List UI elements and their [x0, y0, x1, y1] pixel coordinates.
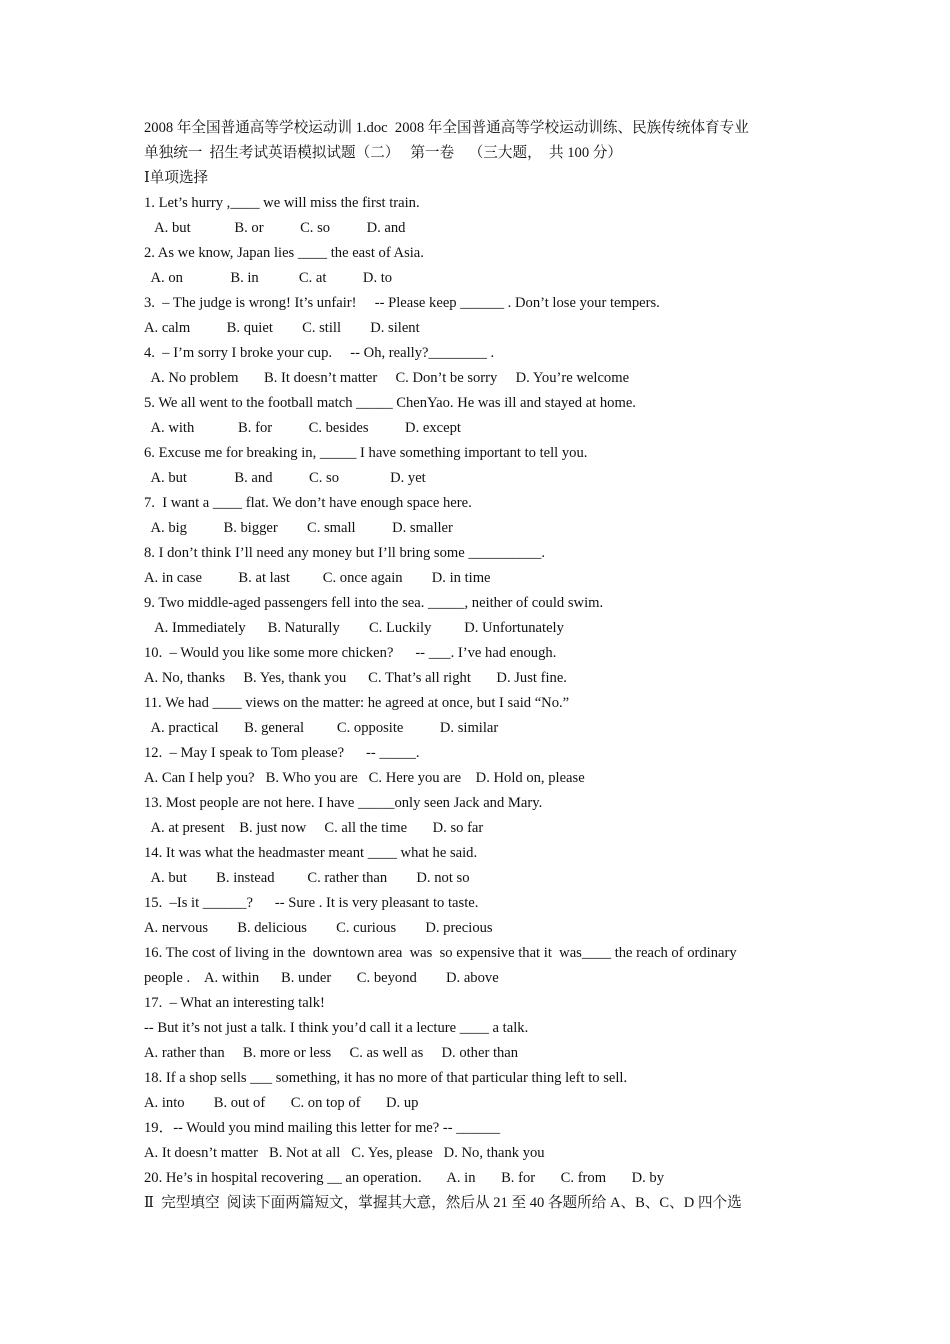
options-line: people . A. within B. under C. beyond D. above — [144, 970, 499, 986]
options-line: A. Immediately B. Naturally C. Luckily D. Unfortunately — [144, 620, 564, 636]
question-line: 14. It was what the headmaster meant ____ what he said. — [144, 845, 478, 861]
question-line: 15. –Is it ______? -- Sure . It is very pleasant to taste. — [144, 895, 479, 911]
options-line: A. but B. and C. so D. yet — [144, 470, 426, 486]
options-line: A. No problem B. It doesn’t matter C. Don’t be sorry D. You’re welcome — [144, 370, 630, 386]
question-line: 3. – The judge is wrong! It’s unfair! -- Please keep ______ . Don’t lose your tempers. — [144, 295, 660, 311]
question-line: -- But it’s not just a talk. I think you’d call it a lecture ____ a talk. — [144, 1020, 529, 1036]
question-line: 13. Most people are not here. I have _____only seen Jack and Mary. — [144, 795, 543, 811]
options-line: A. Can I help you? B. Who you are C. Here you are D. Hold on, please — [144, 770, 585, 786]
title-line-2: 单独统一 招生考试英语模拟试题（二） 第一卷 （三大题， 共 100 分） — [144, 145, 622, 161]
question-line: 20. He’s in hospital recovering __ an operation. A. in B. for C. from D. by — [144, 1170, 665, 1186]
section-heading-cloze: Ⅱ 完型填空 阅读下面两篇短文，掌握其大意，然后从 21 至 40 各题所给 A、B、C、D 四个选 — [144, 1195, 742, 1211]
options-line: A. but B. or C. so D. and — [144, 220, 406, 236]
section-heading-single-choice: Ⅰ单项选择 — [144, 170, 209, 186]
question-line: 9. Two middle-aged passengers fell into the sea. _____, neither of could swim. — [144, 595, 604, 611]
options-line: A. but B. instead C. rather than D. not so — [144, 870, 470, 886]
question-line: 8. I don’t think I’ll need any money but I’ll bring some __________. — [144, 545, 546, 561]
options-line: A. calm B. quiet C. still D. silent — [144, 320, 420, 336]
options-line: A. It doesn’t matter B. Not at all C. Yes, please D. No, thank you — [144, 1145, 545, 1161]
question-line: 10. – Would you like some more chicken? -- ___. I’ve had enough. — [144, 645, 557, 661]
options-line: A. on B. in C. at D. to — [144, 270, 393, 286]
options-line: A. No, thanks B. Yes, thank you C. That’s all right D. Just fine. — [144, 670, 567, 686]
options-line: A. into B. out of C. on top of D. up — [144, 1095, 419, 1111]
question-line: 17. – What an interesting talk! — [144, 995, 325, 1011]
question-line: 12. – May I speak to Tom please? -- _____. — [144, 745, 420, 761]
question-line: 4. – I’m sorry I broke your cup. -- Oh, really?________ . — [144, 345, 495, 361]
question-line: 16. The cost of living in the downtown area was so expensive that it was____ the reach of ordinary — [144, 945, 737, 961]
question-line: 19．-- Would you mind mailing this letter for me? -- ______ — [144, 1120, 501, 1136]
question-line: 1. Let’s hurry ,____ we will miss the first train. — [144, 195, 420, 211]
options-line: A. big B. bigger C. small D. smaller — [144, 520, 453, 536]
question-line: 18. If a shop sells ___ something, it has no more of that particular thing left to sell. — [144, 1070, 628, 1086]
options-line: A. rather than B. more or less C. as well as D. other than — [144, 1045, 519, 1061]
question-line: 2. As we know, Japan lies ____ the east of Asia. — [144, 245, 424, 261]
options-line: A. practical B. general C. opposite D. similar — [144, 720, 499, 736]
question-line: 7. I want a ____ flat. We don’t have enough space here. — [144, 495, 472, 511]
question-line: 11. We had ____ views on the matter: he agreed at once, but I said “No.” — [144, 695, 570, 711]
options-line: A. with B. for C. besides D. except — [144, 420, 461, 436]
question-line: 5. We all went to the football match _____ ChenYao. He was ill and stayed at home. — [144, 395, 636, 411]
options-line: A. in case B. at last C. once again D. in time — [144, 570, 491, 586]
title-line-1: 2008 年全国普通高等学校运动训 1.doc 2008 年全国普通高等学校运动训练、民族传统体育专业 — [144, 120, 749, 136]
question-line: 6. Excuse me for breaking in, _____ I have something important to tell you. — [144, 445, 588, 461]
options-line: A. at present B. just now C. all the time D. so far — [144, 820, 484, 836]
options-line: A. nervous B. delicious C. curious D. precious — [144, 920, 493, 936]
